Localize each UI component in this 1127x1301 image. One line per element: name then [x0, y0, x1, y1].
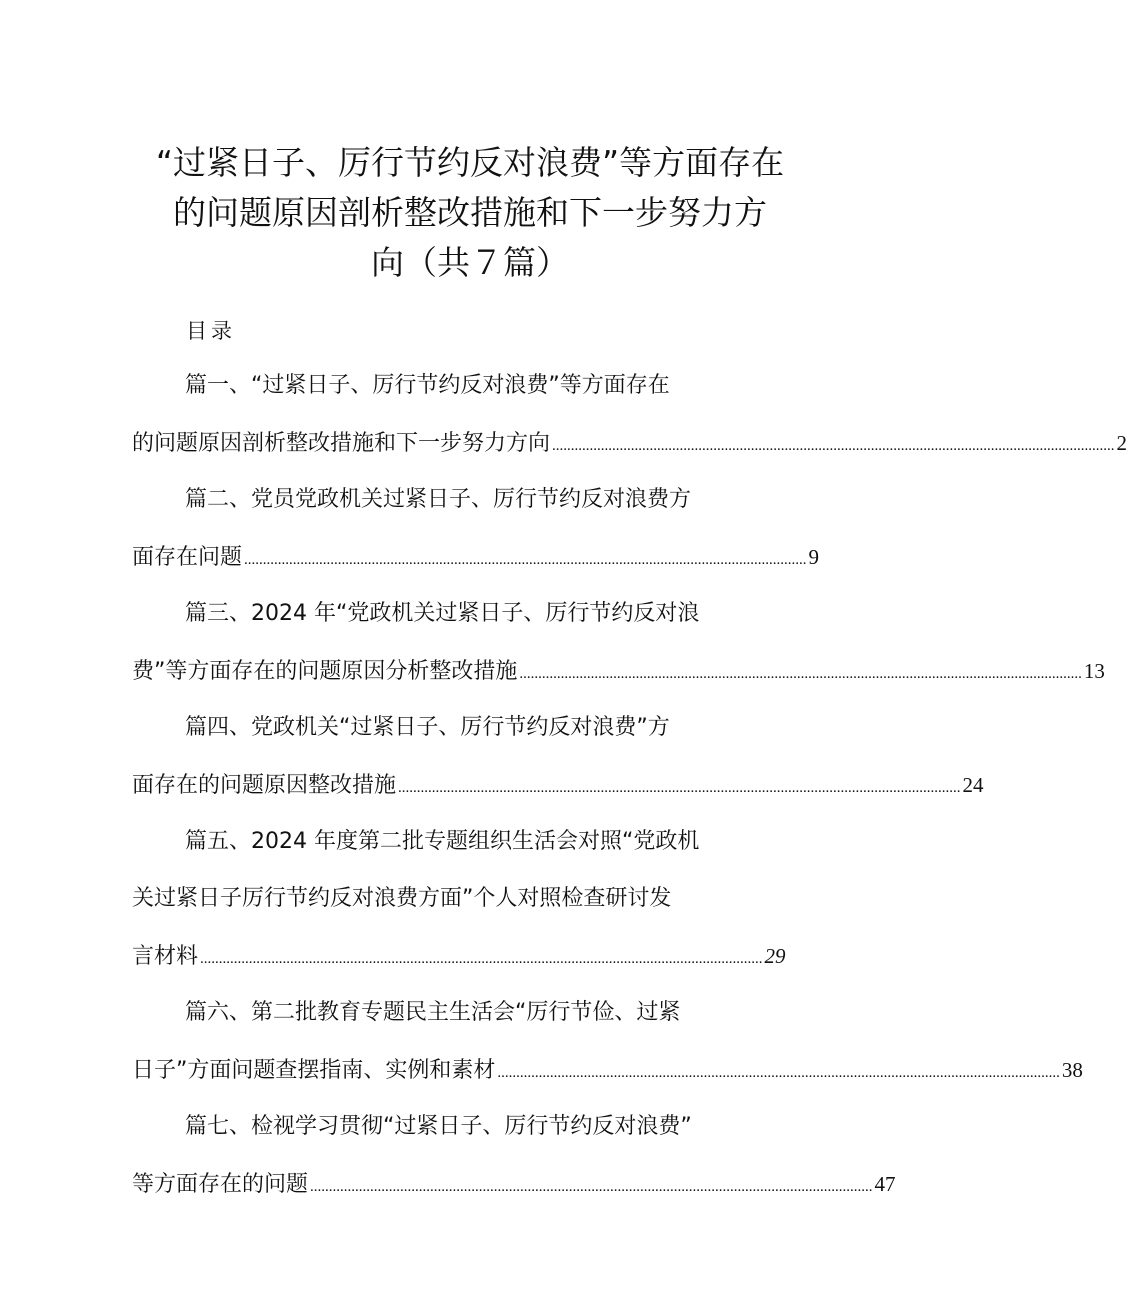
table-of-contents — [132, 362, 1127, 1217]
title-line-3: 向（共７篇） — [371, 243, 569, 282]
toc-entry-line: 篇七、检视学习贯彻“过紧日子、厉行节约反对浪费” — [185, 1114, 692, 1139]
toc-page-number: 47 — [874, 1172, 896, 1196]
toc-entry-line: 面存在的问题原因整改措施 — [132, 773, 397, 798]
toc-entry-4[interactable] — [132, 704, 984, 818]
toc-page-number: 38 — [1061, 1058, 1083, 1082]
toc-entry-line: 篇六、第二批教育专题民主生活会“厉行节俭、过紧 — [185, 1000, 681, 1025]
toc-entry-line: 篇四、党政机关“过紧日子、厉行节约反对浪费”方 — [185, 715, 670, 740]
toc-page-number: 2 — [1116, 431, 1127, 455]
toc-entry-line: 日子”方面问题查摆指南、实例和素材 — [132, 1058, 496, 1083]
dot-leader: ...................................................................................................................................................... — [310, 1179, 873, 1195]
toc-entry-1[interactable] — [132, 362, 1127, 476]
toc-entry-line: 面存在问题 — [132, 545, 243, 570]
dot-leader: ...................................................................................................................................................... — [244, 552, 807, 568]
document-title — [150, 138, 790, 288]
dot-leader: ...................................................................................................................................................... — [497, 1065, 1060, 1081]
toc-entry-5[interactable] — [132, 818, 786, 989]
toc-entry-7[interactable] — [132, 1103, 896, 1217]
toc-page-number: 13 — [1083, 659, 1105, 683]
toc-page-number: 24 — [962, 773, 984, 797]
toc-entry-line: 等方面存在的问题 — [132, 1172, 309, 1197]
toc-page-number: 9 — [808, 545, 820, 569]
toc-entry-3[interactable] — [132, 590, 1105, 704]
toc-entry-line: 言材料 — [132, 944, 199, 969]
toc-entry-line: 篇五、2024 年度第二批专题组织生活会对照“党政机 — [185, 829, 700, 854]
toc-page-number: 29 — [764, 944, 786, 968]
toc-entry-line: 篇二、党员党政机关过紧日子、厉行节约反对浪费方 — [185, 487, 692, 512]
toc-entry-line: 篇一、“过紧日子、厉行节约反对浪费”等方面存在 — [185, 373, 670, 398]
dot-leader: ...................................................................................................................................................... — [200, 951, 763, 967]
toc-heading: 目录 — [186, 319, 236, 343]
toc-entry-line: 费”等方面存在的问题原因分析整改措施 — [132, 659, 518, 684]
title-line-2: 的问题原因剖析整改措施和下一步努力方 — [173, 193, 767, 232]
toc-entry-2[interactable] — [132, 476, 820, 590]
toc-entry-line: 的问题原因剖析整改措施和下一步努力方向 — [132, 431, 551, 456]
dot-leader: ...................................................................................................................................................... — [552, 438, 1115, 454]
toc-entry-6[interactable] — [132, 989, 1083, 1103]
dot-leader: ...................................................................................................................................................... — [519, 666, 1082, 682]
dot-leader: ...................................................................................................................................................... — [398, 780, 961, 796]
title-line-1: “过紧日子、厉行节约反对浪费”等方面存在 — [155, 143, 785, 182]
toc-entry-line: 关过紧日子厉行节约反对浪费方面”个人对照检查研讨发 — [132, 886, 672, 911]
toc-entry-line: 篇三、2024 年“党政机关过紧日子、厉行节约反对浪 — [185, 601, 700, 626]
